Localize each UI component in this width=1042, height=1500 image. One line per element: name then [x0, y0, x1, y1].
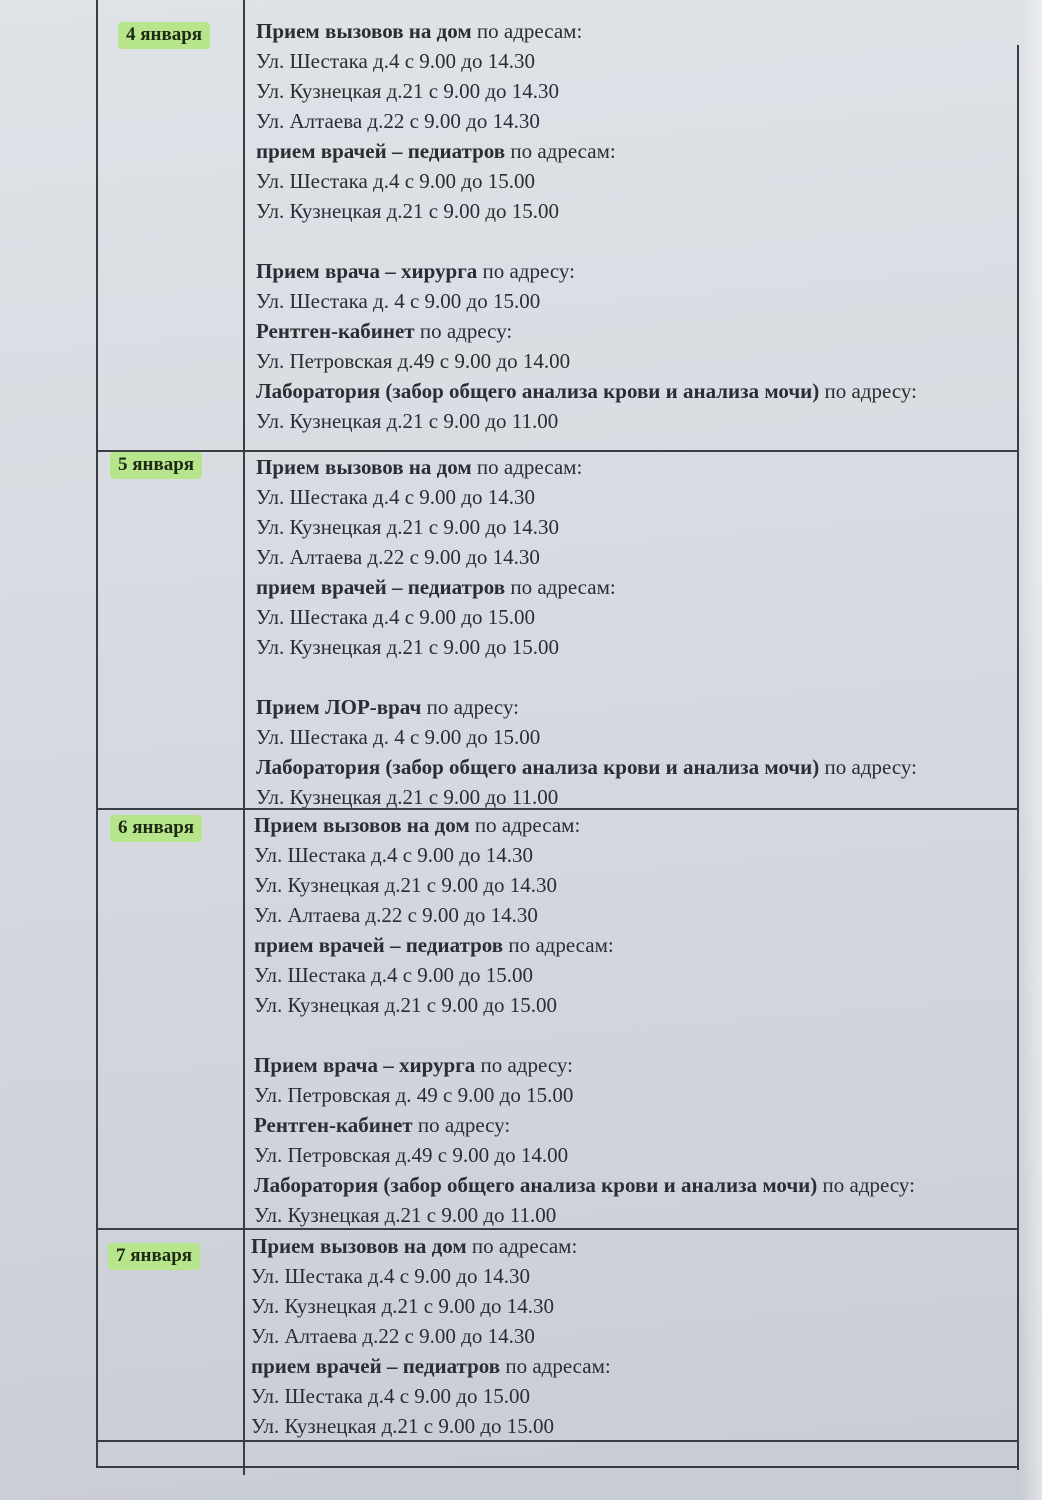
entry-bold: Прием вызовов на дом [251, 1234, 467, 1258]
address-line: Ул. Шестака д.4 с 9.00 до 15.00 [256, 605, 535, 629]
entry-line [256, 376, 1026, 406]
address-line: Ул. Шестака д.4 с 9.00 до 14.30 [256, 485, 535, 509]
entry-text: по адресам: [503, 933, 614, 957]
entry-line [254, 1110, 1024, 1140]
address-line: Ул. Кузнецкая д.21 с 9.00 до 11.00 [254, 1203, 557, 1227]
address-line: Ул. Кузнецкая д.21 с 9.00 до 14.30 [256, 515, 560, 539]
entry-bold: Прием врача – хирурга [256, 259, 478, 283]
entry-bold: Прием врача – хирурга [254, 1053, 476, 1077]
address-line: Ул. Шестака д. 4 с 9.00 до 15.00 [256, 289, 541, 313]
table-column-divider [243, 0, 245, 1475]
date-label: 7 января [108, 1243, 200, 1270]
address-line: Ул. Петровская д.49 с 9.00 до 14.00 [256, 349, 571, 373]
entry-bold: Рентген-кабинет [256, 319, 415, 343]
address-line: Ул. Кузнецкая д.21 с 9.00 до 15.00 [256, 199, 560, 223]
entry-text: по адресу: [817, 1173, 915, 1197]
entry-bold: Прием ЛОР-врач [256, 695, 422, 719]
entry-line [254, 1170, 1024, 1200]
entry-text: по адресу: [477, 259, 575, 283]
entry-line [256, 256, 1026, 286]
address-line: Ул. Кузнецкая д.21 с 9.00 до 14.30 [254, 873, 558, 897]
address-line: Ул. Кузнецкая д.21 с 9.00 до 15.00 [251, 1414, 555, 1438]
address-line: Ул. Шестака д. 4 с 9.00 до 15.00 [256, 725, 541, 749]
schedule-block [256, 452, 1026, 812]
entry-bold: Лаборатория (забор общего анализа крови и анализа мочи) [256, 379, 820, 403]
entry-bold: прием врачей – педиатров [256, 575, 506, 599]
entry-text: по адресам: [505, 575, 616, 599]
date-label: 5 января [110, 452, 202, 479]
entry-bold: Рентген-кабинет [254, 1113, 413, 1137]
entry-text: по адресам: [471, 19, 583, 43]
address-line: Ул. Алтаева д.22 с 9.00 до 14.30 [256, 545, 540, 569]
entry-text: по адресам: [471, 455, 583, 479]
address-line: Ул. Кузнецкая д.21 с 9.00 до 15.00 [254, 993, 558, 1017]
table-left-border [96, 0, 98, 1468]
schedule-block [256, 16, 1026, 436]
date-label: 4 января [118, 22, 210, 49]
address-line: Ул. Петровская д. 49 с 9.00 до 15.00 [254, 1083, 574, 1107]
date-label: 6 января [110, 815, 202, 842]
entry-bold: Лаборатория (забор общего анализа крови и анализа мочи) [256, 755, 820, 779]
table-bottom-border [96, 1466, 1019, 1468]
entry-text: по адресу: [421, 695, 520, 719]
entry-line [256, 572, 1026, 602]
entry-text: по адресам: [466, 1234, 578, 1258]
address-line: Ул. Кузнецкая д.21 с 9.00 до 15.00 [256, 635, 560, 659]
entry-bold: Прием вызовов на дом [256, 19, 472, 43]
entry-line [256, 752, 1026, 782]
entry-text: по адресу: [819, 379, 917, 403]
address-line: Ул. Алтаева д.22 с 9.00 до 14.30 [254, 903, 538, 927]
entry-bold: Прием вызовов на дом [254, 813, 470, 837]
address-line: Ул. Кузнецкая д.21 с 9.00 до 11.00 [256, 785, 559, 809]
entry-line [251, 1351, 1021, 1381]
address-line: Ул. Алтаева д.22 с 9.00 до 14.30 [251, 1324, 535, 1348]
entry-bold: прием врачей – педиатров [254, 933, 504, 957]
address-line: Ул. Шестака д.4 с 9.00 до 14.30 [254, 843, 533, 867]
entry-bold: Прием вызовов на дом [256, 455, 472, 479]
address-line: Ул. Кузнецкая д.21 с 9.00 до 11.00 [256, 409, 559, 433]
entry-line [256, 316, 1026, 346]
entry-text: по адресам: [505, 139, 616, 163]
address-line: Ул. Шестака д.4 с 9.00 до 15.00 [254, 963, 533, 987]
address-line: Ул. Шестака д.4 с 9.00 до 15.00 [256, 169, 535, 193]
entry-text: по адресам: [469, 813, 581, 837]
entry-line [254, 810, 1024, 840]
address-line: Ул. Шестака д.4 с 9.00 до 15.00 [251, 1384, 530, 1408]
address-line: Ул. Кузнецкая д.21 с 9.00 до 14.30 [251, 1294, 555, 1318]
address-line: Ул. Шестака д.4 с 9.00 до 14.30 [251, 1264, 530, 1288]
entry-line [256, 692, 1026, 722]
entry-bold: прием врачей – педиатров [251, 1354, 501, 1378]
blank-line [256, 662, 1026, 692]
entry-text: по адресу: [475, 1053, 573, 1077]
entry-line [256, 16, 1026, 46]
blank-line [254, 1020, 1024, 1050]
entry-text: по адресу: [412, 1113, 511, 1137]
entry-bold: прием врачей – педиатров [256, 139, 506, 163]
entry-line [251, 1231, 1021, 1261]
entry-line [256, 136, 1026, 166]
entry-line [254, 930, 1024, 960]
address-line: Ул. Кузнецкая д.21 с 9.00 до 14.30 [256, 79, 560, 103]
entry-line [254, 1050, 1024, 1080]
schedule-block [251, 1231, 1021, 1441]
schedule-block [254, 810, 1024, 1230]
address-line: Ул. Шестака д.4 с 9.00 до 14.30 [256, 49, 535, 73]
address-line: Ул. Алтаева д.22 с 9.00 до 14.30 [256, 109, 540, 133]
entry-text: по адресам: [500, 1354, 611, 1378]
address-line: Ул. Петровская д.49 с 9.00 до 14.00 [254, 1143, 569, 1167]
entry-bold: Лаборатория (забор общего анализа крови и анализа мочи) [254, 1173, 818, 1197]
entry-line [256, 452, 1026, 482]
entry-text: по адресу: [819, 755, 917, 779]
entry-text: по адресу: [414, 319, 513, 343]
blank-line [256, 226, 1026, 256]
